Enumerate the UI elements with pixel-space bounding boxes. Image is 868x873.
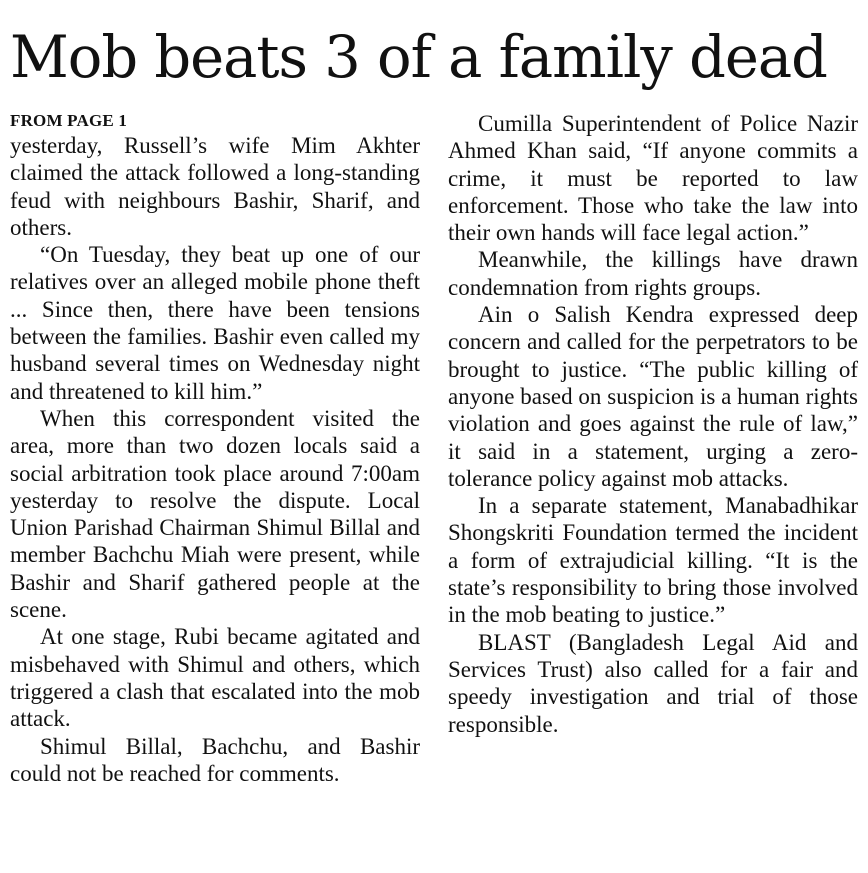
headline: Mob beats 3 of a family dead <box>10 23 827 91</box>
paragraph: Cumilla Superintendent of Police Nazir Ahmed Khan said, “If anyone commits a crime, it must be reported to law enforcement. Those who take the law into their own hands will face legal action.” <box>448 111 858 246</box>
left-column <box>10 110 420 787</box>
right-column <box>448 110 858 787</box>
paragraph: BLAST (Bangladesh Legal Aid and Services Trust) also called for a fair and speedy investigation and trial of those responsible. <box>448 629 858 737</box>
paragraph: yesterday, Russell’s wife Mim Akhter claimed the attack followed a long-standing feud with neighbours Bashir, Sharif, and others. <box>10 133 420 240</box>
paragraph: “On Tuesday, they beat up one of our relatives over an alleged mobile phone theft ... Since then, there have been tensions between the families. Bashir even called my husband several times on Wednesday night and threatened to kill him.” <box>10 242 420 404</box>
paragraph: At one stage, Rubi became agitated and misbehaved with Shimul and others, which triggered a clash that escalated into the mob attack. <box>10 624 420 732</box>
paragraph: When this correspondent visited the area, more than two dozen locals said a social arbitration took place around 7:00am yesterday to resolve the dispute. Local Union Parishad Chairman Shimul Billal and member Bachchu Miah were present, while Bashir and Sharif gathered people at the scene. <box>10 405 420 623</box>
paragraph: Shimul Billal, Bachchu, and Bashir could not be reached for comments. <box>10 733 420 786</box>
paragraph: In a separate statement, Manabadhikar Shongskriti Foundation termed the incident a form of extrajudicial killing. “It is the state’s responsibility to bring those involved in the mob beating to justice.” <box>448 493 858 628</box>
paragraph: Ain o Salish Kendra expressed deep concern and called for the perpetrators to be brought to justice. “The public killing of anyone based on suspicion is a human rights violation and goes against the rule of law,” it said in a statement, urging a zero-tolerance policy against mob attacks. <box>448 302 858 491</box>
paragraph: Meanwhile, the killings have drawn condemnation from rights groups. <box>448 247 858 300</box>
continuation-kicker: FROM PAGE 1 <box>10 111 128 130</box>
article-body <box>10 110 858 787</box>
